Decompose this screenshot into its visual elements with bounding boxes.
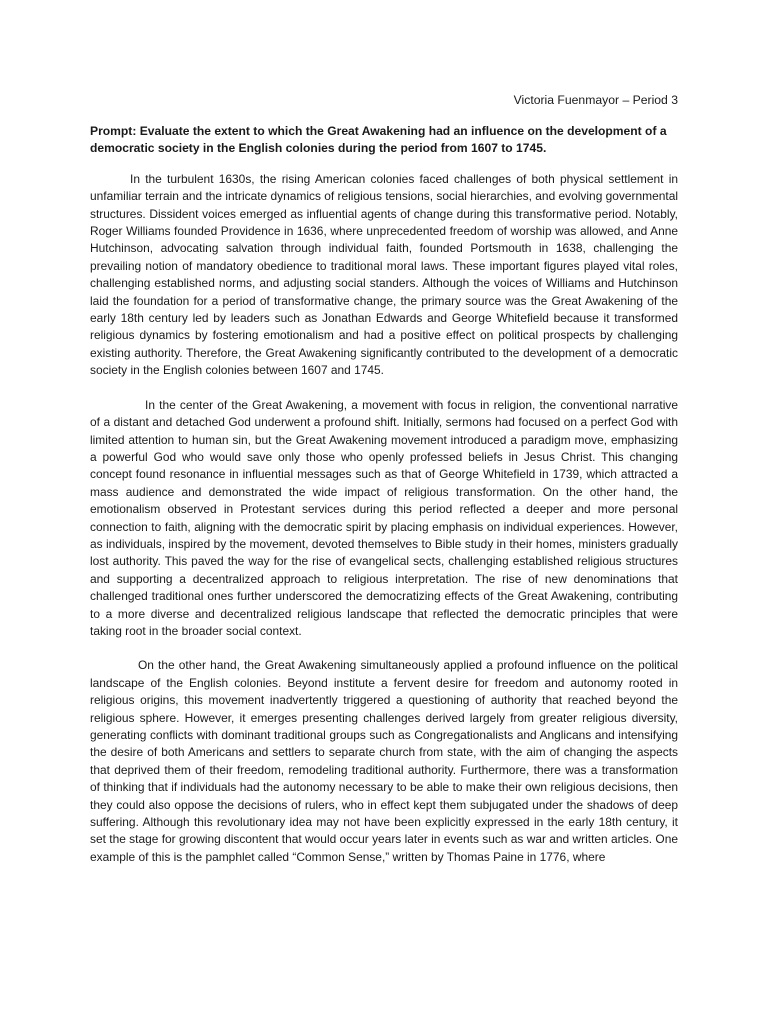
- document-page: [90, 92, 678, 883]
- paragraph-2: In the center of the Great Awakening, a movement with focus in religion, the conventional narrative of a distant and detached God underwent a profound shift. Initially, sermons had focused on a perfect God with limited attention to human sin, but the Great Awakening movement introduced a paradigm move, emphasizing a powerful God who would save only those who openly professed beliefs in Jesus Christ. This changing concept found resonance in influential messages such as that of George Whitefield in 1739, which attracted a mass audience and demonstrated the wide impact of religious transformation. On the other hand, the emotionalism observed in Protestant services during this period reflected a deeper and more personal connection to faith, aligning with the democratic spirit by placing emphasis on individual experiences. However, as individuals, inspired by the movement, devoted themselves to Bible study in their homes, ministers gradually lost authority. This paved the way for the rise of evangelical sects, challenging established religious structures and supporting a decentralized approach to religious interpretation. The rise of new denominations that challenged traditional ones further underscored the democratizing effects of the Great Awakening, contributing to a more diverse and decentralized religious landscape that reflected the democratic principles that were taking root in the broader social context.: [90, 397, 678, 638]
- paragraph-3: On the other hand, the Great Awakening simultaneously applied a profound influence on the political landscape of the English colonies. Beyond institute a fervent desire for freedom and autonomy rooted in religious origins, this movement inadvertently triggered a questioning of authority that reached beyond the religious sphere. However, it emerges presenting challenges derived largely from greater religious diversity, generating conflicts with dominant traditional groups such as Congregationalists and Anglicans and intensifying the desire of both Americans and settlers to separate church from state, with the aim of changing the aspects that deprived them of their freedom, remodeling traditional authority. Furthermore, there was a transformation of thinking that if individuals had the autonomy necessary to be able to make their own religious decisions, then they could also oppose the decisions of rulers, who in effect kept them subjugated under the shadows of deep suffering. Although this revolutionary idea may not have been explicitly expressed in the early 18th century, it set the stage for growing discontent that would occur years later in events such as war and written articles. One example of this is the pamphlet called “Common Sense,” written by Thomas Paine in 1776, where: [90, 658, 678, 864]
- paragraph-1: In the turbulent 1630s, the rising American colonies faced challenges of both physical settlement in unfamiliar terrain and the intricate dynamics of religious tensions, social hierarchies, and evolving governmental structures. Dissident voices emerged as influential agents of change during this transformative period. Notably, Roger Williams founded Providence in 1636, where unprecedented freedom of worship was allowed, and Anne Hutchinson, advocating salvation through individual faith, founded Portsmouth in 1638, challenging the prevailing notion of mandatory obedience to traditional moral laws. These important figures played vital roles, challenging established norms, and adjusting social standers. Although the voices of Williams and Hutchinson laid the foundation for a period of transformative change, the primary source was the Great Awakening of the early 18th century led by leaders such as Jonathan Edwards and George Whitefield because it transformed religious dynamics by fostering emotionalism and had a positive effect on political prospects by challenging existing authority. Therefore, the Great Awakening significantly contributed to the development of a democratic society in the English colonies between 1607 and 1745.: [90, 171, 678, 378]
- essay-prompt: Prompt: Evaluate the extent to which the Great Awakening had an influence on the development of a democratic society in the English colonies during the period from 1607 to 1745.: [90, 124, 667, 156]
- author-header: Victoria Fuenmayor – Period 3: [513, 93, 678, 107]
